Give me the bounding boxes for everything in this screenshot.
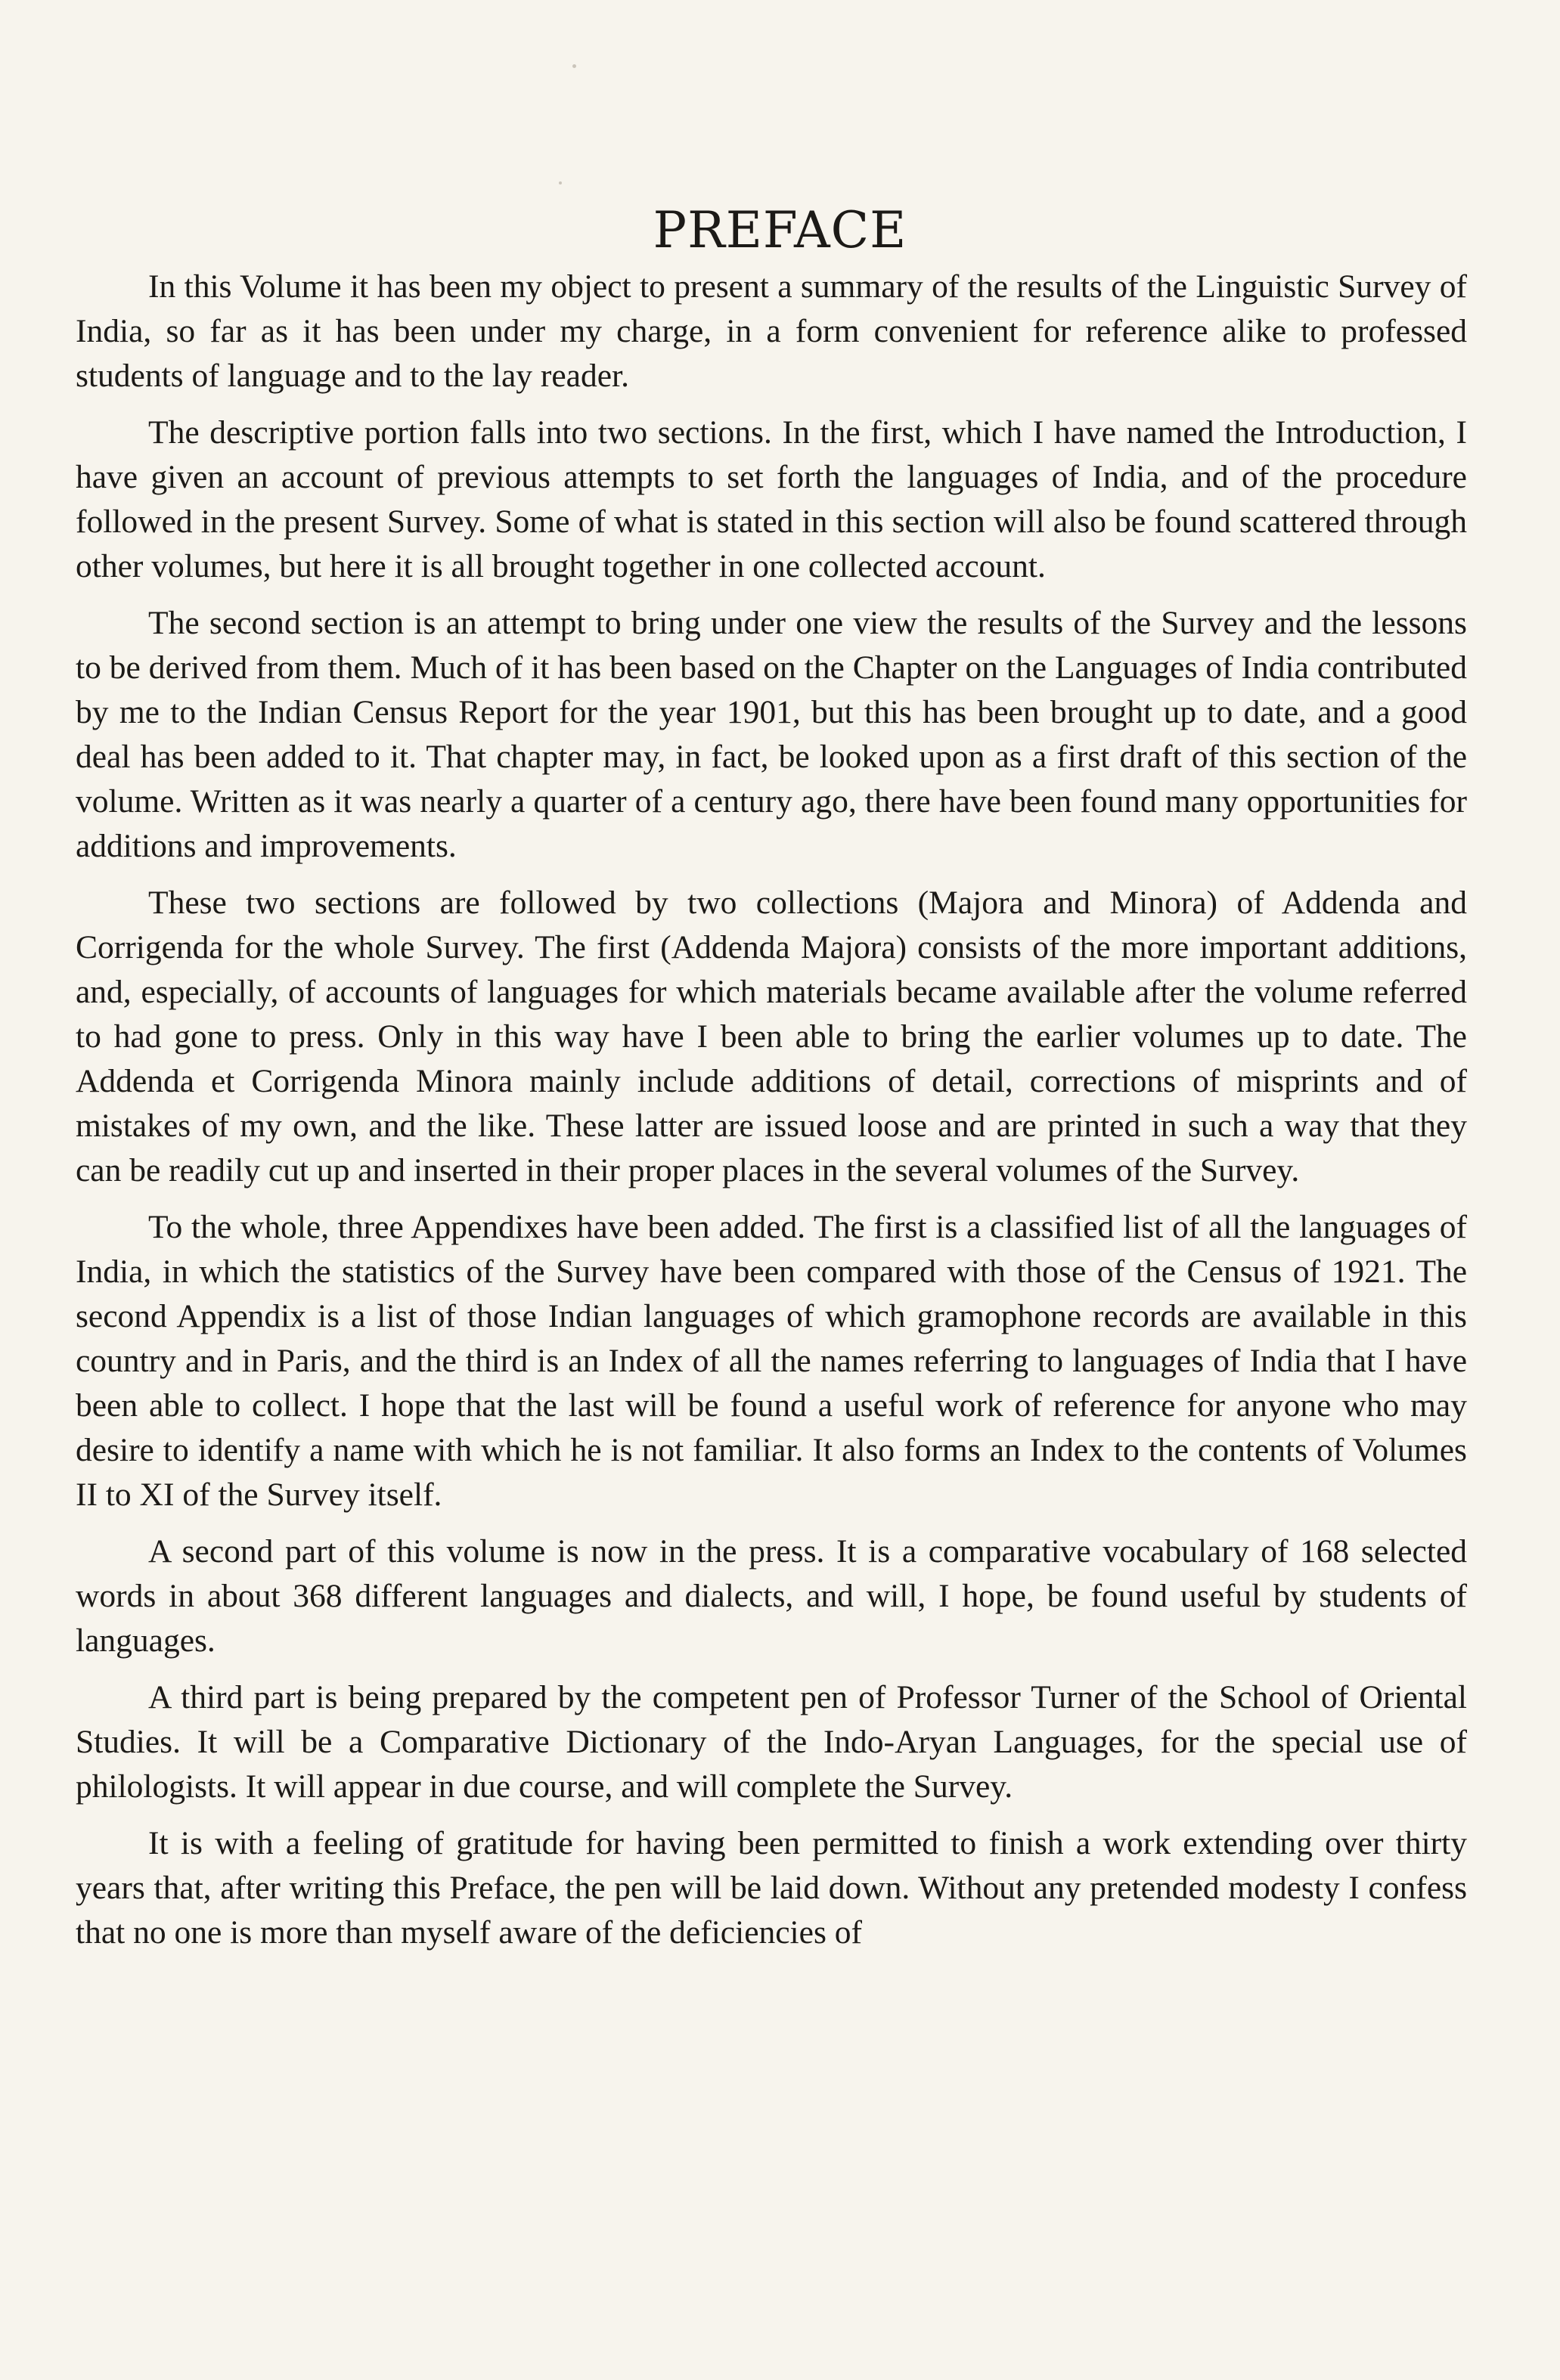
ink-speck — [572, 64, 576, 68]
ink-speck — [559, 181, 562, 184]
page-title: PREFACE — [653, 201, 907, 260]
paragraph: These two sections are followed by two collections (Majora and Minora) of Addenda and Corrigenda for the whole Survey. The first (Addenda Majora) consists of the more important additions, and, especially, of accounts of languages for which materials became available after the volume referred to had gone to press. Only in this way have I been able to bring the earlier volumes up to date. The Addenda et Corrigenda Minora mainly include additions of detail, corrections of misprints and of mistakes of my own, and the like. These latter are issued loose and are printed in such a way that they can be readily cut up and inserted in their proper places in the several volumes of the Survey. — [76, 885, 1467, 1188]
paragraph: A second part of this volume is now in the press. It is a comparative vocabulary of 168 selected words in about 368 different languages and dialects, and will, I hope, be found useful by students of languages. — [76, 1533, 1467, 1659]
paragraph: To the whole, three Appendixes have been added. The first is a classified list of all the languages of India, in which the statistics of the Survey have been compared with those of the Census of 1921. The second Appendix is a list of those Indian languages of which gramophone records are available in this country and in Paris, and the third is an Index of all the names referring to languages of India that I have been able to collect. I hope that the last will be found a useful work of reference for anyone who may desire to identify a name with which he is not familiar. It also forms an Index to the contents of Volumes II to XI of the Survey itself. — [76, 1209, 1467, 1513]
preface-body — [76, 265, 1467, 1967]
paragraph: It is with a feeling of gratitude for having been permitted to finish a work extending over thirty years that, after writing this Preface, the pen will be laid down. Without any pretended modesty I confess that no one is more than myself aware of the deficiencies of — [76, 1825, 1467, 1951]
paragraph: A third part is being prepared by the competent pen of Professor Turner of the School of Oriental Studies. It will be a Comparative Dictionary of the Indo-Aryan Languages, for the special use of philologists. It will appear in due course, and will complete the Survey. — [76, 1679, 1467, 1805]
paragraph: In this Volume it has been my object to present a summary of the results of the Linguistic Survey of India, so far as it has been under my charge, in a form convenient for reference alike to professed students of language and to the lay reader. — [76, 268, 1467, 394]
paragraph: The descriptive portion falls into two sections. In the first, which I have named the Introduction, I have given an account of previous attempts to set forth the languages of India, and of the procedure followed in the present Survey. Some of what is stated in this section will also be found scattered through other volumes, but here it is all brought together in one collected account. — [76, 414, 1467, 584]
paragraph: The second section is an attempt to bring under one view the results of the Survey and the lessons to be derived from them. Much of it has been based on the Chapter on the Languages of India contributed by me to the Indian Census Report for the year 1901, but this has been brought up to date, and a good deal has been added to it. That chapter may, in fact, be looked upon as a first draft of this section of the volume. Written as it was nearly a quarter of a century ago, there have been found many opportunities for additions and improvements. — [76, 605, 1467, 864]
